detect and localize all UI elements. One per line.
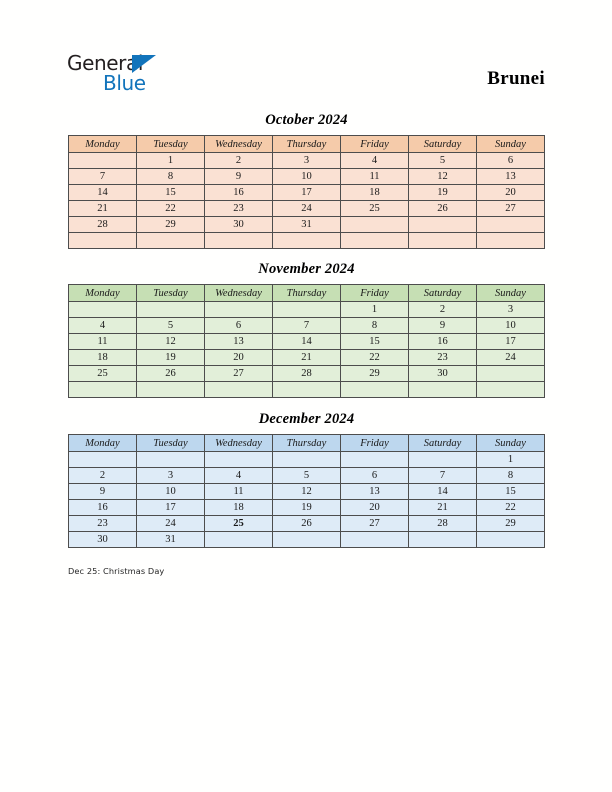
calendar-empty-cell bbox=[273, 532, 341, 548]
calendar-day-cell[interactable]: 27 bbox=[205, 366, 273, 382]
calendar-empty-cell bbox=[341, 217, 409, 233]
calendar-day-cell[interactable]: 26 bbox=[273, 516, 341, 532]
calendar-day-cell[interactable]: 19 bbox=[409, 185, 477, 201]
calendar-day-cell[interactable]: 28 bbox=[273, 366, 341, 382]
calendar-day-cell[interactable]: 6 bbox=[205, 318, 273, 334]
calendar-empty-cell bbox=[341, 233, 409, 249]
calendar-day-cell[interactable]: 10 bbox=[137, 484, 205, 500]
calendar-empty-cell bbox=[341, 452, 409, 468]
calendar-day-cell[interactable]: 12 bbox=[273, 484, 341, 500]
calendar-week-row bbox=[69, 302, 545, 318]
logo-text-general: General bbox=[67, 51, 144, 75]
calendar-day-cell[interactable]: 14 bbox=[273, 334, 341, 350]
calendar-table bbox=[68, 135, 545, 249]
weekday-header-row bbox=[69, 136, 545, 153]
weekday-header-friday: Friday bbox=[341, 435, 409, 452]
calendar-day-cell[interactable]: 30 bbox=[409, 366, 477, 382]
calendar-day-cell[interactable]: 29 bbox=[137, 217, 205, 233]
calendar-day-cell[interactable]: 8 bbox=[341, 318, 409, 334]
calendar-day-cell[interactable]: 4 bbox=[205, 468, 273, 484]
calendar-day-cell[interactable]: 5 bbox=[137, 318, 205, 334]
calendar-empty-cell bbox=[137, 302, 205, 318]
calendar-week-row bbox=[69, 217, 545, 233]
calendar-empty-cell bbox=[477, 217, 545, 233]
calendar-day-cell[interactable]: 30 bbox=[69, 532, 137, 548]
calendar-empty-cell bbox=[137, 233, 205, 249]
calendar-empty-cell bbox=[69, 452, 137, 468]
calendar-day-cell[interactable]: 26 bbox=[409, 201, 477, 217]
calendar-empty-cell bbox=[69, 382, 137, 398]
calendar-week-row bbox=[69, 201, 545, 217]
calendar-day-cell[interactable]: 16 bbox=[69, 500, 137, 516]
calendar-day-cell[interactable]: 19 bbox=[137, 350, 205, 366]
weekday-header-sunday: Sunday bbox=[477, 435, 545, 452]
calendar-day-cell[interactable]: 29 bbox=[477, 516, 545, 532]
weekday-header-saturday: Saturday bbox=[409, 136, 477, 153]
calendar-empty-cell bbox=[69, 153, 137, 169]
calendar-day-cell[interactable]: 8 bbox=[477, 468, 545, 484]
calendar-day-cell[interactable]: 9 bbox=[205, 169, 273, 185]
calendar-day-cell[interactable]: 28 bbox=[409, 516, 477, 532]
calendar-day-cell[interactable]: 9 bbox=[69, 484, 137, 500]
weekday-header-wednesday: Wednesday bbox=[205, 136, 273, 153]
weekday-header-tuesday: Tuesday bbox=[137, 136, 205, 153]
calendar-day-cell[interactable]: 3 bbox=[137, 468, 205, 484]
general-blue-logo bbox=[67, 52, 187, 98]
calendar-empty-cell bbox=[409, 452, 477, 468]
calendar-day-cell[interactable]: 21 bbox=[69, 201, 137, 217]
weekday-header-monday: Monday bbox=[69, 285, 137, 302]
calendar-empty-cell bbox=[205, 452, 273, 468]
calendar-day-cell[interactable]: 23 bbox=[409, 350, 477, 366]
calendar-day-cell[interactable]: 21 bbox=[273, 350, 341, 366]
calendar-body bbox=[69, 153, 545, 249]
calendar-empty-cell bbox=[273, 302, 341, 318]
calendar-empty-cell bbox=[205, 302, 273, 318]
calendar-day-cell[interactable]: 14 bbox=[69, 185, 137, 201]
calendar-day-cell[interactable]: 6 bbox=[477, 153, 545, 169]
calendar-day-cell[interactable]: 27 bbox=[341, 516, 409, 532]
calendar-day-cell[interactable]: 2 bbox=[69, 468, 137, 484]
weekday-header-tuesday: Tuesday bbox=[137, 285, 205, 302]
calendar-day-cell[interactable]: 11 bbox=[341, 169, 409, 185]
calendar-day-cell-holiday[interactable]: 25 bbox=[205, 516, 273, 532]
calendar-empty-cell bbox=[273, 233, 341, 249]
calendar-day-cell[interactable]: 17 bbox=[137, 500, 205, 516]
calendar-empty-cell bbox=[409, 532, 477, 548]
calendar-day-cell[interactable]: 24 bbox=[137, 516, 205, 532]
calendar-empty-cell bbox=[205, 532, 273, 548]
weekday-header-friday: Friday bbox=[341, 136, 409, 153]
calendar-day-cell[interactable]: 15 bbox=[341, 334, 409, 350]
calendar-day-cell[interactable]: 18 bbox=[205, 500, 273, 516]
calendar-day-cell[interactable]: 3 bbox=[477, 302, 545, 318]
calendar-day-cell[interactable]: 1 bbox=[137, 153, 205, 169]
calendar-day-cell[interactable]: 30 bbox=[205, 217, 273, 233]
calendar-day-cell[interactable]: 16 bbox=[409, 334, 477, 350]
calendar-day-cell[interactable]: 2 bbox=[409, 302, 477, 318]
calendar-day-cell[interactable]: 4 bbox=[69, 318, 137, 334]
calendar-week-row bbox=[69, 382, 545, 398]
calendar-day-cell[interactable]: 9 bbox=[409, 318, 477, 334]
calendar-week-row bbox=[69, 500, 545, 516]
calendar-week-row bbox=[69, 318, 545, 334]
calendar-day-cell[interactable]: 20 bbox=[205, 350, 273, 366]
calendar-day-cell[interactable]: 28 bbox=[69, 217, 137, 233]
calendar-day-cell[interactable]: 5 bbox=[273, 468, 341, 484]
calendar-day-cell[interactable]: 13 bbox=[341, 484, 409, 500]
calendar-day-cell[interactable]: 8 bbox=[137, 169, 205, 185]
month-title: October 2024 bbox=[265, 112, 348, 128]
calendar-empty-cell bbox=[477, 382, 545, 398]
calendar-day-cell[interactable]: 22 bbox=[137, 201, 205, 217]
calendar-week-row bbox=[69, 532, 545, 548]
calendar-day-cell[interactable]: 12 bbox=[409, 169, 477, 185]
calendar-day-cell[interactable]: 18 bbox=[69, 350, 137, 366]
calendar-table bbox=[68, 434, 545, 548]
calendar-empty-cell bbox=[477, 233, 545, 249]
month-block-october bbox=[68, 112, 545, 249]
month-title: December 2024 bbox=[258, 411, 355, 427]
calendar-day-cell[interactable]: 17 bbox=[273, 185, 341, 201]
calendar-week-row bbox=[69, 484, 545, 500]
calendar-empty-cell bbox=[477, 532, 545, 548]
month-title: November 2024 bbox=[258, 261, 355, 277]
calendar-table bbox=[68, 284, 545, 398]
calendar-day-cell[interactable]: 20 bbox=[341, 500, 409, 516]
calendar-day-cell[interactable]: 15 bbox=[477, 484, 545, 500]
calendar-day-cell[interactable]: 17 bbox=[477, 334, 545, 350]
calendar-empty-cell bbox=[205, 382, 273, 398]
calendar-week-row bbox=[69, 366, 545, 382]
weekday-header-monday: Monday bbox=[69, 435, 137, 452]
calendar-body bbox=[69, 452, 545, 548]
weekday-header-tuesday: Tuesday bbox=[137, 435, 205, 452]
calendar-day-cell[interactable]: 11 bbox=[69, 334, 137, 350]
weekday-header-thursday: Thursday bbox=[273, 285, 341, 302]
weekday-header-saturday: Saturday bbox=[409, 435, 477, 452]
calendar-day-cell[interactable]: 18 bbox=[341, 185, 409, 201]
calendar-day-cell[interactable]: 4 bbox=[341, 153, 409, 169]
weekday-header-friday: Friday bbox=[341, 285, 409, 302]
calendar-day-cell[interactable]: 12 bbox=[137, 334, 205, 350]
calendar-day-cell[interactable]: 11 bbox=[205, 484, 273, 500]
calendar-day-cell[interactable]: 6 bbox=[341, 468, 409, 484]
weekday-header-row bbox=[69, 435, 545, 452]
calendar-day-cell[interactable]: 22 bbox=[341, 350, 409, 366]
calendar-empty-cell bbox=[69, 302, 137, 318]
calendar-day-cell[interactable]: 1 bbox=[341, 302, 409, 318]
calendar-day-cell[interactable]: 29 bbox=[341, 366, 409, 382]
calendar-day-cell[interactable]: 16 bbox=[205, 185, 273, 201]
calendar-week-row bbox=[69, 153, 545, 169]
calendar-day-cell[interactable]: 26 bbox=[137, 366, 205, 382]
logo-text-blue: Blue bbox=[103, 71, 146, 95]
calendar-day-cell[interactable]: 15 bbox=[137, 185, 205, 201]
month-block-december bbox=[68, 411, 545, 548]
calendar-day-cell[interactable]: 13 bbox=[477, 169, 545, 185]
weekday-header-saturday: Saturday bbox=[409, 285, 477, 302]
holiday-note: Dec 25: Christmas Day bbox=[68, 566, 165, 576]
calendar-empty-cell bbox=[341, 532, 409, 548]
calendar-day-cell[interactable]: 24 bbox=[477, 350, 545, 366]
calendar-body bbox=[69, 302, 545, 398]
calendar-day-cell[interactable]: 23 bbox=[205, 201, 273, 217]
calendar-day-cell[interactable]: 14 bbox=[409, 484, 477, 500]
calendar-week-row bbox=[69, 185, 545, 201]
calendar-day-cell[interactable]: 19 bbox=[273, 500, 341, 516]
calendar-day-cell[interactable]: 22 bbox=[477, 500, 545, 516]
calendar-empty-cell bbox=[409, 382, 477, 398]
calendar-week-row bbox=[69, 468, 545, 484]
calendar-day-cell[interactable]: 31 bbox=[273, 217, 341, 233]
weekday-header-sunday: Sunday bbox=[477, 136, 545, 153]
weekday-header-wednesday: Wednesday bbox=[205, 285, 273, 302]
calendar-day-cell[interactable]: 25 bbox=[69, 366, 137, 382]
calendar-empty-cell bbox=[273, 452, 341, 468]
calendar-week-row bbox=[69, 452, 545, 468]
calendar-day-cell[interactable]: 3 bbox=[273, 153, 341, 169]
calendar-empty-cell bbox=[409, 233, 477, 249]
calendar-empty-cell bbox=[137, 452, 205, 468]
calendar-week-row bbox=[69, 350, 545, 366]
calendar-day-cell[interactable]: 31 bbox=[137, 532, 205, 548]
calendar-day-cell[interactable]: 21 bbox=[409, 500, 477, 516]
calendar-day-cell[interactable]: 27 bbox=[477, 201, 545, 217]
calendar-empty-cell bbox=[205, 233, 273, 249]
weekday-header-wednesday: Wednesday bbox=[205, 435, 273, 452]
weekday-header-sunday: Sunday bbox=[477, 285, 545, 302]
calendar-empty-cell bbox=[69, 233, 137, 249]
calendar-empty-cell bbox=[409, 217, 477, 233]
calendar-day-cell[interactable]: 13 bbox=[205, 334, 273, 350]
calendar-day-cell[interactable]: 20 bbox=[477, 185, 545, 201]
calendar-day-cell[interactable]: 7 bbox=[273, 318, 341, 334]
calendar-empty-cell bbox=[341, 382, 409, 398]
calendar-empty-cell bbox=[137, 382, 205, 398]
calendar-day-cell[interactable]: 5 bbox=[409, 153, 477, 169]
calendar-week-row bbox=[69, 169, 545, 185]
calendar-day-cell[interactable]: 7 bbox=[69, 169, 137, 185]
calendar-week-row bbox=[69, 233, 545, 249]
calendar-day-cell[interactable]: 1 bbox=[477, 452, 545, 468]
calendar-day-cell[interactable]: 25 bbox=[341, 201, 409, 217]
weekday-header-thursday: Thursday bbox=[273, 435, 341, 452]
calendar-day-cell[interactable]: 23 bbox=[69, 516, 137, 532]
weekday-header-row bbox=[69, 285, 545, 302]
calendar-day-cell[interactable]: 24 bbox=[273, 201, 341, 217]
page-header bbox=[0, 0, 612, 108]
calendar-day-cell[interactable]: 10 bbox=[477, 318, 545, 334]
calendar-day-cell[interactable]: 2 bbox=[205, 153, 273, 169]
calendar-week-row bbox=[69, 516, 545, 532]
calendar-week-row bbox=[69, 334, 545, 350]
calendar-empty-cell bbox=[273, 382, 341, 398]
weekday-header-thursday: Thursday bbox=[273, 136, 341, 153]
calendar-empty-cell bbox=[477, 366, 545, 382]
month-block-november bbox=[68, 261, 545, 398]
page-title: Brunei bbox=[487, 68, 545, 89]
weekday-header-monday: Monday bbox=[69, 136, 137, 153]
calendar-day-cell[interactable]: 10 bbox=[273, 169, 341, 185]
calendar-day-cell[interactable]: 7 bbox=[409, 468, 477, 484]
